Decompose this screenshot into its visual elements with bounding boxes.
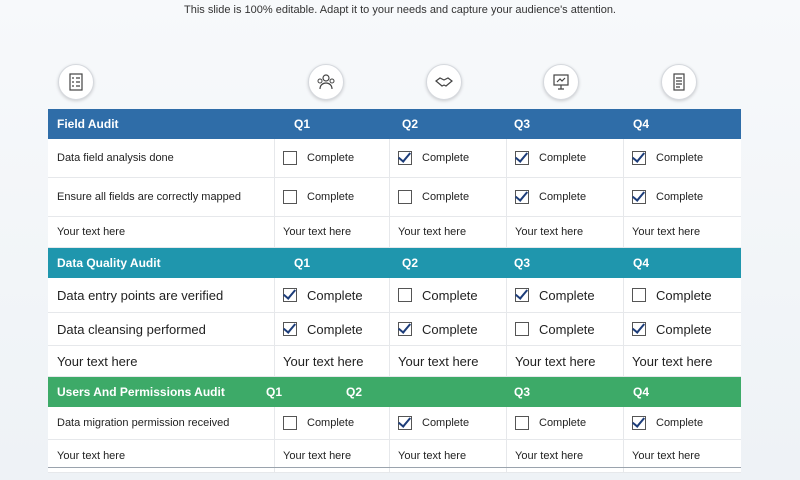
status-cell (398, 313, 478, 345)
quarter-label: Q4 (633, 117, 650, 131)
checkbox-checked[interactable] (632, 322, 646, 336)
column-divider (274, 346, 275, 376)
checkbox-checked[interactable] (632, 190, 646, 204)
column-divider (506, 278, 507, 312)
row-label: Your text here (57, 226, 126, 238)
document-icon (661, 64, 697, 100)
quarter-label: Q4 (633, 385, 650, 399)
status-cell (632, 313, 712, 345)
checkbox-unchecked[interactable] (283, 190, 297, 204)
icon-row (0, 64, 800, 104)
checkbox-checked[interactable] (398, 416, 412, 430)
checkbox-checked[interactable] (515, 190, 529, 204)
column-divider (389, 407, 390, 439)
status-cell (398, 407, 469, 439)
checkbox-unchecked[interactable] (515, 322, 529, 336)
table-row (48, 217, 741, 248)
placeholder-text: Your text here (398, 450, 467, 462)
status-text: Complete (307, 152, 355, 164)
column-divider (389, 178, 390, 216)
column-divider (623, 407, 624, 439)
column-divider (623, 217, 624, 247)
status-text: Complete (656, 417, 704, 429)
quarter-label: Q1 (266, 385, 283, 399)
status-text: Complete (539, 321, 595, 337)
row-label: Data field analysis done (57, 152, 174, 164)
placeholder-text: Your text here (398, 226, 467, 238)
column-divider (274, 139, 275, 177)
team-icon (308, 64, 344, 100)
status-text: Complete (539, 417, 587, 429)
audit-table (48, 109, 741, 473)
table-row (48, 407, 741, 440)
column-divider (389, 313, 390, 345)
section-title: Field Audit (57, 117, 119, 131)
slide-subtitle: This slide is 100% editable. Adapt it to your needs and capture your audience's attention. (184, 4, 616, 16)
status-text: Complete (656, 287, 712, 303)
status-cell (515, 278, 595, 312)
quarter-label: Q1 (294, 117, 311, 131)
status-cell (515, 178, 586, 216)
placeholder-text: Your text here (632, 226, 701, 238)
section-title: Users And Permissions Audit (57, 385, 225, 399)
status-text: Complete (422, 417, 470, 429)
quarter-label: Q2 (402, 117, 419, 131)
status-cell (632, 278, 712, 312)
quarter-label: Q4 (633, 256, 650, 270)
column-divider (389, 139, 390, 177)
section-title: Data Quality Audit (57, 256, 161, 270)
status-cell (398, 139, 469, 177)
checkbox-checked[interactable] (515, 151, 529, 165)
status-text: Complete (307, 191, 355, 203)
checkbox-checked[interactable] (283, 322, 297, 336)
status-cell (632, 139, 703, 177)
checkbox-unchecked[interactable] (283, 151, 297, 165)
column-divider (274, 278, 275, 312)
status-cell (515, 139, 586, 177)
table-row (48, 278, 741, 313)
checkbox-checked[interactable] (398, 151, 412, 165)
section-header (48, 109, 741, 139)
table-row (48, 313, 741, 346)
status-text: Complete (656, 191, 704, 203)
column-divider (623, 139, 624, 177)
placeholder-text: Your text here (632, 450, 701, 462)
placeholder-text: Your text here (398, 353, 479, 369)
row-label: Your text here (57, 450, 126, 462)
checklist-icon (58, 64, 94, 100)
status-cell (283, 278, 363, 312)
column-divider (506, 178, 507, 216)
handshake-icon (426, 64, 462, 100)
status-text: Complete (422, 321, 478, 337)
presentation-icon (543, 64, 579, 100)
placeholder-text: Your text here (632, 353, 713, 369)
status-cell (398, 278, 478, 312)
placeholder-text: Your text here (283, 353, 364, 369)
placeholder-text: Your text here (283, 226, 352, 238)
column-divider (623, 278, 624, 312)
column-divider (623, 178, 624, 216)
checkbox-unchecked[interactable] (283, 416, 297, 430)
checkbox-unchecked[interactable] (632, 288, 646, 302)
status-text: Complete (539, 287, 595, 303)
checkbox-unchecked[interactable] (398, 288, 412, 302)
checkbox-unchecked[interactable] (398, 190, 412, 204)
placeholder-text: Your text here (515, 450, 584, 462)
column-divider (623, 313, 624, 345)
column-divider (506, 313, 507, 345)
quarter-label: Q3 (514, 117, 531, 131)
quarter-label: Q2 (402, 256, 419, 270)
row-label: Data entry points are verified (57, 287, 224, 303)
status-cell (398, 178, 469, 216)
table-row (48, 178, 741, 217)
column-divider (506, 217, 507, 247)
table-bottom-divider (48, 467, 741, 468)
column-divider (389, 346, 390, 376)
column-divider (506, 346, 507, 376)
column-divider (389, 278, 390, 312)
section-header (48, 248, 741, 278)
row-label: Data cleansing performed (57, 321, 206, 337)
row-label: Your text here (57, 353, 138, 369)
status-text: Complete (539, 191, 587, 203)
checkbox-checked[interactable] (632, 416, 646, 430)
table-row (48, 440, 741, 473)
status-cell (283, 178, 354, 216)
checkbox-checked[interactable] (283, 288, 297, 302)
status-cell (283, 407, 354, 439)
status-text: Complete (422, 191, 470, 203)
column-divider (274, 407, 275, 439)
checkbox-checked[interactable] (632, 151, 646, 165)
row-label: Ensure all fields are correctly mapped (57, 191, 242, 203)
table-row (48, 139, 741, 178)
quarter-label: Q2 (346, 385, 363, 399)
status-cell (283, 313, 363, 345)
section-header (48, 377, 741, 407)
placeholder-text: Your text here (515, 353, 596, 369)
status-text: Complete (307, 321, 363, 337)
table-row (48, 346, 741, 377)
status-text: Complete (656, 321, 712, 337)
column-divider (623, 346, 624, 376)
column-divider (506, 139, 507, 177)
checkbox-checked[interactable] (398, 322, 412, 336)
status-text: Complete (656, 152, 704, 164)
column-divider (389, 217, 390, 247)
column-divider (506, 407, 507, 439)
placeholder-text: Your text here (283, 450, 352, 462)
column-divider (274, 313, 275, 345)
status-cell (632, 178, 703, 216)
status-cell (515, 407, 586, 439)
placeholder-text: Your text here (515, 226, 584, 238)
status-text: Complete (307, 417, 355, 429)
row-label: Data migration permission received (57, 417, 230, 429)
status-text: Complete (307, 287, 363, 303)
status-cell (632, 407, 703, 439)
status-cell (283, 139, 354, 177)
checkbox-unchecked[interactable] (515, 416, 529, 430)
column-divider (274, 217, 275, 247)
status-cell (515, 313, 595, 345)
quarter-label: Q1 (294, 256, 311, 270)
status-text: Complete (422, 287, 478, 303)
checkbox-checked[interactable] (515, 288, 529, 302)
quarter-label: Q3 (514, 256, 531, 270)
column-divider (274, 178, 275, 216)
status-text: Complete (539, 152, 587, 164)
status-text: Complete (422, 152, 470, 164)
quarter-label: Q3 (514, 385, 531, 399)
